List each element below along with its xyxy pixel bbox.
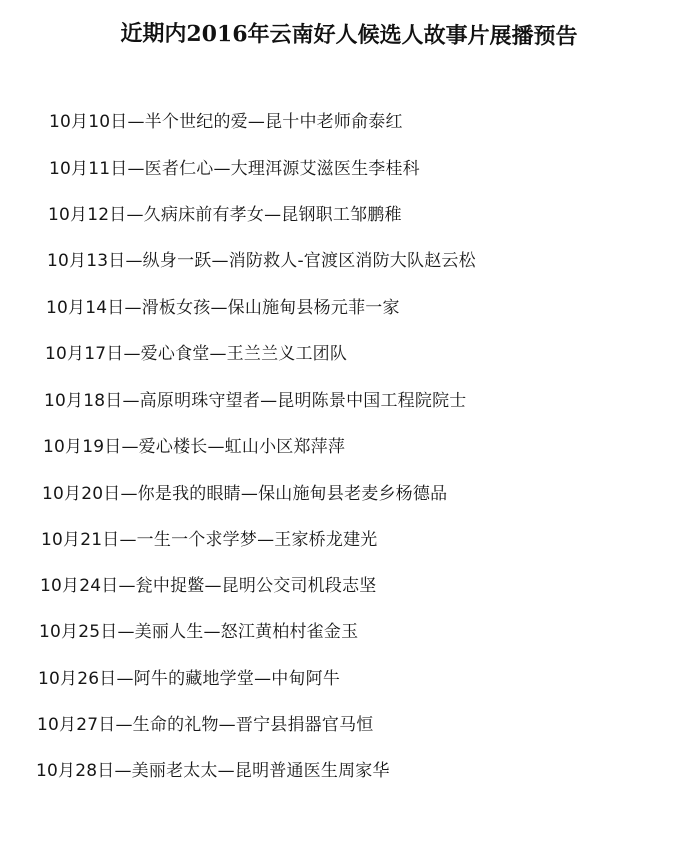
schedule-item [41, 525, 377, 550]
schedule-entry: —美丽人生—怒江黄柏村雀金玉 [117, 622, 359, 642]
schedule-item [46, 293, 400, 318]
schedule-entry: —你是我的眼睛—保山施甸县老麦乡杨德品 [120, 484, 448, 504]
schedule-date: 10月28日 [36, 761, 115, 781]
schedule-item [42, 479, 447, 504]
schedule-item [49, 107, 403, 132]
schedule-item [39, 617, 358, 642]
schedule-entry: —久病床前有孝女—昆钢职工邹鹏稚 [126, 205, 402, 225]
schedule-entry: —滑板女孩—保山施甸县杨元菲一家 [124, 298, 400, 318]
schedule-entry: —爱心楼长—虹山小区郑萍萍 [121, 437, 346, 457]
schedule-entry: —美丽老太太—昆明普通医生周家华 [114, 761, 390, 781]
schedule-date: 10月25日 [39, 622, 118, 642]
schedule-date: 10月11日 [49, 159, 128, 179]
schedule-item [48, 200, 402, 225]
schedule-entry: —医者仁心—大理洱源艾滋医生李桂科 [127, 159, 420, 179]
document-title: 近期内2016年云南好人候选人故事片展播预告 [120, 20, 578, 50]
schedule-date: 10月26日 [38, 669, 117, 689]
schedule-entry: —生命的礼物—晋宁县捐器官马恒 [115, 715, 374, 735]
schedule-date: 10月19日 [43, 437, 122, 457]
schedule-item [36, 756, 390, 781]
schedule-entry: —高原明珠守望者—昆明陈景中国工程院院士 [122, 391, 467, 411]
schedule-item [37, 710, 373, 735]
schedule-item [38, 664, 340, 689]
schedule-item [45, 339, 347, 364]
schedule-entry: —半个世纪的爱—昆十中老师俞泰红 [127, 112, 403, 132]
schedule-date: 10月14日 [46, 298, 125, 318]
schedule-date: 10月17日 [45, 344, 124, 364]
schedule-date: 10月18日 [44, 391, 123, 411]
schedule-date: 10月20日 [42, 484, 121, 504]
schedule-date: 10月24日 [40, 576, 119, 596]
schedule-date: 10月12日 [48, 205, 127, 225]
schedule-item [43, 432, 345, 457]
schedule-entry: —一生一个求学梦—王家桥龙建光 [119, 530, 378, 550]
schedule-item [40, 571, 376, 596]
schedule-entry: —爱心食堂—王兰兰义工团队 [123, 344, 348, 364]
schedule-date: 10月21日 [41, 530, 120, 550]
schedule-entry: —阿牛的藏地学堂—中甸阿牛 [116, 669, 341, 689]
schedule-date: 10月27日 [37, 715, 116, 735]
schedule-item [49, 154, 420, 179]
schedule-entry: —纵身一跃—消防救人-官渡区消防大队赵云松 [125, 251, 476, 271]
schedule-date: 10月13日 [47, 251, 126, 271]
schedule-date: 10月10日 [49, 112, 128, 132]
schedule-item [44, 386, 466, 411]
schedule-item [47, 246, 476, 271]
schedule-entry: —瓮中捉鳖—昆明公交司机段志坚 [118, 576, 377, 596]
